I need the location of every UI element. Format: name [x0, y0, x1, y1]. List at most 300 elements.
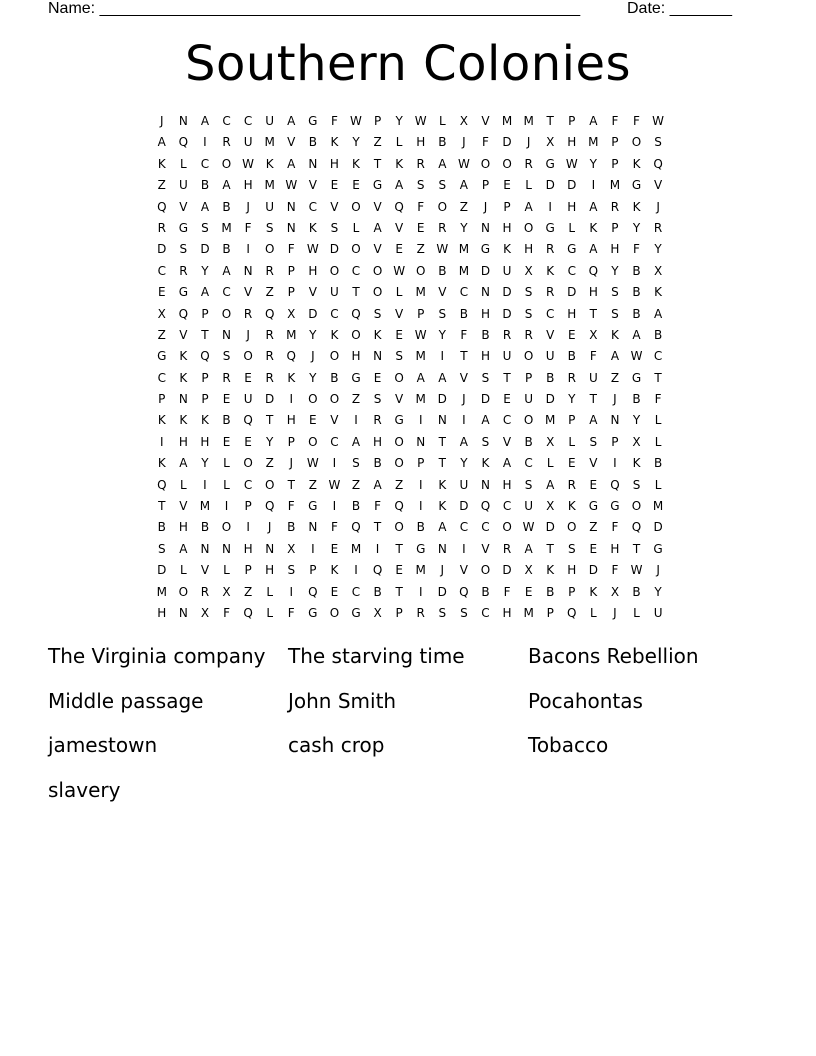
grid-letter: L — [223, 563, 230, 578]
grid-letter: A — [438, 156, 447, 171]
grid-letter: Z — [265, 456, 274, 471]
grid-letter: Y — [395, 114, 403, 128]
grid-letter: B — [222, 242, 231, 257]
grid-letter: I — [440, 349, 445, 364]
grid-letter: Z — [373, 135, 382, 150]
grid-letter: G — [416, 541, 426, 556]
grid-letter: X — [546, 499, 555, 514]
grid-letter: H — [308, 263, 318, 278]
grid-letter: Z — [395, 477, 404, 492]
grid-letter: F — [654, 392, 662, 407]
word-list-item: Tobacco — [528, 733, 609, 758]
grid-letter: I — [591, 178, 596, 193]
grid-letter: D — [502, 135, 512, 150]
grid-letter: L — [438, 114, 446, 128]
grid-letter: K — [438, 499, 447, 514]
grid-letter: A — [438, 370, 447, 385]
grid-letter: L — [180, 477, 187, 492]
page-title: Southern Colonies — [185, 36, 631, 92]
grid-letter: C — [330, 306, 339, 321]
grid-letter: H — [588, 285, 598, 300]
grid-letter: O — [221, 306, 232, 321]
grid-letter: D — [545, 520, 555, 535]
grid-letter: V — [287, 135, 296, 150]
grid-letter: P — [481, 178, 490, 193]
grid-letter: A — [589, 199, 598, 214]
grid-letter: K — [632, 156, 641, 171]
grid-letter: R — [502, 327, 512, 342]
grid-letter: Q — [351, 306, 361, 321]
grid-letter: T — [373, 520, 382, 535]
grid-letter: A — [459, 178, 468, 193]
word-list-item: Middle passage — [48, 688, 204, 713]
grid-letter: Q — [243, 413, 253, 428]
grid-letter: Q — [653, 156, 663, 171]
grid-letter: S — [157, 541, 166, 556]
grid-letter: G — [308, 114, 318, 128]
grid-letter: O — [394, 456, 404, 471]
grid-letter: N — [437, 541, 447, 556]
grid-letter: E — [373, 370, 382, 385]
grid-letter: V — [179, 499, 188, 514]
grid-letter: B — [416, 520, 425, 535]
grid-letter: U — [524, 499, 534, 514]
grid-letter: N — [416, 434, 426, 449]
grid-letter: A — [287, 114, 296, 128]
grid-letter: P — [158, 392, 166, 407]
grid-letter: I — [332, 456, 337, 471]
grid-row — [151, 112, 669, 133]
grid-letter: I — [548, 199, 552, 214]
grid-letter: I — [160, 434, 164, 449]
grid-letter: X — [524, 263, 533, 278]
grid-letter: X — [287, 306, 296, 321]
grid-letter: Q — [286, 349, 296, 364]
grid-letter: T — [373, 156, 382, 171]
grid-letter: L — [654, 434, 662, 449]
grid-letter: O — [394, 370, 404, 385]
grid-letter: W — [652, 114, 665, 128]
grid-letter: B — [438, 263, 447, 278]
grid-letter: S — [589, 434, 598, 449]
grid-row — [151, 305, 669, 326]
grid-letter: X — [524, 563, 533, 578]
grid-letter: P — [568, 584, 576, 599]
grid-letter: S — [438, 178, 447, 193]
grid-letter: E — [395, 327, 403, 342]
grid-letter: F — [244, 220, 252, 235]
grid-letter: E — [222, 434, 231, 449]
grid-letter: R — [546, 242, 555, 257]
grid-letter: V — [481, 541, 490, 556]
grid-letter: B — [524, 434, 533, 449]
grid-letter: B — [653, 327, 663, 342]
word-list-item: The Virginia company — [48, 644, 266, 668]
grid-letter: N — [610, 413, 620, 428]
grid-letter: O — [394, 434, 404, 449]
grid-row — [151, 433, 669, 454]
grid-letter: A — [632, 327, 641, 342]
grid-letter: V — [395, 392, 404, 407]
grid-letter: W — [522, 520, 535, 535]
grid-letter: K — [157, 456, 166, 471]
grid-letter: M — [350, 541, 362, 556]
grid-letter: K — [179, 370, 188, 385]
grid-row — [151, 497, 669, 518]
grid-letter: C — [502, 413, 512, 428]
grid-letter: P — [287, 285, 295, 300]
grid-letter: Q — [308, 584, 318, 599]
grid-letter: K — [201, 413, 209, 428]
grid-letter: N — [178, 392, 188, 407]
grid-letter: G — [308, 605, 318, 620]
grid-letter: V — [653, 178, 663, 193]
grid-letter: I — [203, 135, 207, 150]
grid-letter: A — [200, 285, 210, 300]
grid-letter: V — [330, 413, 339, 428]
grid-letter: O — [372, 285, 383, 300]
grid-letter: G — [588, 499, 598, 514]
grid-letter: Y — [352, 135, 360, 150]
grid-letter: N — [222, 541, 232, 556]
grid-letter: P — [287, 434, 295, 449]
grid-letter: A — [157, 135, 166, 150]
grid-letter: N — [373, 349, 383, 364]
grid-letter: S — [524, 477, 533, 492]
grid-letter: D — [265, 392, 275, 407]
grid-letter: M — [609, 178, 621, 193]
grid-row — [151, 219, 669, 240]
grid-letter: A — [373, 477, 382, 492]
grid-letter: K — [330, 135, 339, 150]
grid-letter: O — [631, 135, 642, 150]
grid-letter: U — [545, 349, 555, 364]
grid-letter: A — [524, 199, 533, 214]
grid-letter: C — [459, 285, 469, 300]
grid-letter: A — [459, 434, 468, 449]
grid-letter: Q — [178, 135, 189, 150]
grid-letter: X — [546, 135, 555, 150]
grid-letter: O — [329, 349, 340, 364]
grid-letter: X — [632, 434, 641, 449]
grid-letter: C — [243, 477, 253, 492]
grid-letter: I — [332, 499, 337, 514]
grid-letter: V — [243, 285, 253, 300]
grid-letter: Y — [589, 156, 598, 171]
grid-letter: W — [242, 156, 255, 171]
grid-letter: B — [546, 584, 555, 599]
grid-letter: H — [480, 306, 490, 321]
grid-letter: Y — [611, 263, 619, 278]
grid-letter: T — [287, 477, 295, 492]
grid-letter: B — [653, 456, 663, 471]
grid-letter: K — [632, 199, 641, 214]
grid-letter: B — [459, 306, 468, 321]
grid-letter: F — [611, 563, 619, 578]
grid-letter: K — [395, 156, 404, 171]
grid-letter: M — [523, 605, 534, 620]
grid-letter: F — [330, 114, 338, 128]
grid-letter: D — [502, 563, 512, 578]
grid-letter: G — [308, 499, 318, 514]
grid-letter: H — [610, 541, 620, 556]
grid-letter: C — [502, 499, 512, 514]
grid-letter: S — [330, 220, 339, 235]
grid-letter: J — [656, 199, 660, 214]
grid-letter: X — [157, 306, 166, 321]
grid-letter: Q — [178, 306, 189, 321]
word-list-item: jamestown — [48, 733, 158, 758]
grid-letter: R — [524, 156, 533, 171]
grid-letter: X — [373, 605, 382, 620]
grid-letter: H — [373, 434, 383, 449]
grid-letter: P — [568, 413, 576, 428]
grid-letter: O — [416, 263, 426, 278]
grid-letter: C — [308, 199, 318, 214]
grid-letter: V — [395, 220, 404, 235]
grid-letter: G — [351, 370, 361, 385]
grid-letter: Z — [157, 327, 166, 342]
grid-letter: V — [373, 242, 382, 257]
grid-letter: Y — [438, 327, 446, 342]
grid-letter: E — [416, 220, 425, 235]
grid-letter: T — [158, 499, 166, 514]
grid-letter: F — [417, 199, 425, 214]
grid-letter: Q — [394, 499, 404, 514]
grid-letter: S — [179, 242, 188, 257]
grid-letter: I — [224, 499, 229, 514]
grid-letter: W — [285, 178, 298, 193]
grid-letter: S — [438, 306, 447, 321]
grid-letter: W — [414, 114, 427, 128]
grid-letter: J — [613, 392, 617, 407]
grid-letter: I — [418, 499, 423, 514]
grid-row — [151, 561, 669, 582]
grid-letter: T — [460, 349, 468, 364]
grid-letter: W — [350, 114, 362, 128]
grid-letter: F — [633, 242, 640, 257]
grid-letter: K — [308, 220, 317, 235]
grid-letter: K — [352, 156, 360, 171]
grid-letter: W — [306, 456, 319, 471]
grid-letter: I — [375, 541, 380, 556]
grid-letter: P — [524, 370, 533, 385]
grid-row — [151, 347, 669, 368]
grid-letter: S — [438, 605, 447, 620]
grid-letter: S — [373, 306, 382, 321]
grid-letter: S — [611, 306, 619, 321]
grid-letter: A — [287, 156, 296, 171]
grid-letter: C — [351, 263, 361, 278]
grid-letter: Y — [654, 242, 662, 257]
grid-letter: P — [244, 563, 252, 578]
grid-letter: N — [265, 541, 275, 556]
grid-letter: F — [330, 520, 338, 535]
grid-letter: Z — [308, 477, 317, 492]
grid-letter: V — [308, 178, 317, 193]
grid-row — [151, 176, 669, 197]
grid-letter: E — [589, 541, 598, 556]
grid-letter: H — [286, 413, 296, 428]
grid-letter: V — [395, 306, 404, 321]
grid-letter: M — [458, 263, 470, 278]
grid-letter: J — [613, 605, 617, 620]
grid-letter: M — [415, 563, 426, 578]
grid-letter: Q — [243, 605, 253, 620]
grid-letter: M — [652, 499, 664, 514]
word-list-item: John Smith — [288, 688, 397, 713]
grid-letter: A — [373, 220, 382, 235]
grid-letter: E — [567, 327, 576, 342]
grid-letter: Q — [610, 477, 620, 492]
grid-letter: Q — [264, 499, 275, 514]
grid-letter: H — [502, 220, 512, 235]
grid-letter: D — [567, 178, 577, 193]
grid-letter: D — [157, 563, 167, 578]
grid-letter: L — [654, 413, 662, 428]
grid-letter: L — [633, 605, 640, 620]
word-list-item: The starving time — [288, 644, 465, 668]
grid-letter: U — [588, 370, 598, 385]
grid-letter: K — [567, 499, 576, 514]
grid-letter: S — [222, 349, 231, 364]
grid-letter: R — [567, 370, 576, 385]
grid-letter: X — [222, 584, 231, 599]
grid-letter: K — [546, 263, 555, 278]
grid-letter: R — [373, 413, 382, 428]
grid-letter: H — [502, 477, 512, 492]
grid-letter: J — [483, 199, 488, 214]
grid-letter: L — [180, 563, 187, 578]
grid-letter: W — [630, 349, 643, 364]
grid-letter: P — [244, 499, 252, 514]
grid-letter: H — [178, 520, 188, 535]
grid-letter: G — [567, 242, 577, 257]
grid-letter: B — [330, 370, 339, 385]
grid-letter: E — [244, 434, 252, 449]
grid-letter: W — [630, 563, 643, 578]
grid-letter: O — [502, 520, 512, 535]
grid-letter: L — [546, 456, 554, 471]
grid-letter: E — [330, 541, 339, 556]
word-list-item: Pocahontas — [528, 688, 643, 713]
name-field-label[interactable]: Name: ______________________________________________________ — [48, 0, 581, 17]
grid-row — [151, 155, 669, 176]
grid-letter: B — [287, 520, 296, 535]
grid-letter: C — [481, 605, 490, 620]
grid-letter: R — [265, 370, 274, 385]
grid-letter: V — [200, 563, 210, 578]
grid-letter: V — [481, 114, 490, 128]
grid-letter: N — [200, 541, 210, 556]
grid-letter: P — [417, 456, 425, 471]
grid-letter: Q — [200, 349, 210, 364]
grid-letter: A — [200, 114, 210, 128]
grid-letter: J — [656, 563, 660, 578]
grid-letter: C — [157, 263, 166, 278]
grid-letter: T — [546, 541, 554, 556]
grid-letter: I — [354, 413, 358, 428]
grid-letter: F — [287, 605, 295, 620]
grid-letter: F — [287, 499, 295, 514]
grid-letter: V — [546, 327, 555, 342]
grid-letter: L — [352, 220, 360, 235]
grid-letter: D — [545, 392, 555, 407]
grid-row — [151, 326, 669, 347]
grid-letter: I — [203, 477, 207, 492]
grid-letter: N — [178, 114, 188, 128]
grid-letter: K — [503, 242, 511, 257]
grid-letter: E — [330, 584, 339, 599]
grid-letter: R — [222, 370, 231, 385]
grid-letter: E — [503, 392, 511, 407]
grid-letter: E — [524, 584, 533, 599]
grid-letter: K — [157, 156, 166, 171]
grid-letter: D — [459, 499, 469, 514]
grid-letter: W — [565, 156, 578, 171]
grid-letter: V — [179, 327, 188, 342]
grid-letter: C — [330, 434, 339, 449]
grid-letter: W — [436, 242, 449, 257]
grid-letter: S — [567, 541, 576, 556]
grid-letter: L — [568, 434, 576, 449]
grid-letter: H — [567, 563, 577, 578]
grid-row — [151, 518, 669, 539]
grid-letter: R — [438, 220, 447, 235]
grid-letter: Y — [568, 392, 576, 407]
grid-letter: I — [613, 456, 617, 471]
grid-letter: L — [223, 456, 230, 471]
grid-letter: O — [329, 392, 340, 407]
grid-letter: S — [654, 135, 662, 150]
grid-letter: P — [568, 114, 576, 128]
grid-letter: C — [222, 114, 231, 128]
grid-letter: Q — [351, 520, 361, 535]
grid-letter: F — [482, 135, 489, 150]
grid-letter: P — [201, 306, 209, 321]
grid-letter: C — [243, 114, 253, 128]
grid-letter: K — [546, 563, 555, 578]
grid-letter: B — [481, 584, 490, 599]
grid-letter: J — [462, 392, 466, 407]
grid-letter: F — [633, 114, 640, 128]
grid-letter: I — [289, 584, 294, 599]
grid-letter: H — [416, 135, 426, 150]
grid-letter: H — [178, 434, 188, 449]
grid-letter: D — [308, 306, 318, 321]
grid-letter: B — [632, 392, 641, 407]
grid-letter: O — [437, 199, 448, 214]
grid-letter: N — [286, 199, 296, 214]
grid-letter: I — [418, 584, 423, 599]
grid-letter: N — [437, 413, 447, 428]
grid-letter: W — [306, 242, 319, 257]
grid-letter: L — [180, 156, 187, 171]
grid-letter: Y — [201, 456, 209, 471]
grid-letter: A — [502, 456, 512, 471]
grid-letter: O — [523, 220, 534, 235]
grid-letter: C — [481, 520, 490, 535]
grid-letter: H — [610, 242, 620, 257]
grid-letter: B — [373, 456, 382, 471]
date-field-label[interactable]: Date: _______ — [627, 0, 732, 17]
grid-letter: B — [373, 584, 382, 599]
grid-letter: O — [308, 434, 318, 449]
grid-letter: S — [460, 605, 468, 620]
grid-letter: Q — [459, 584, 469, 599]
grid-letter: S — [632, 477, 641, 492]
grid-row — [151, 454, 669, 475]
